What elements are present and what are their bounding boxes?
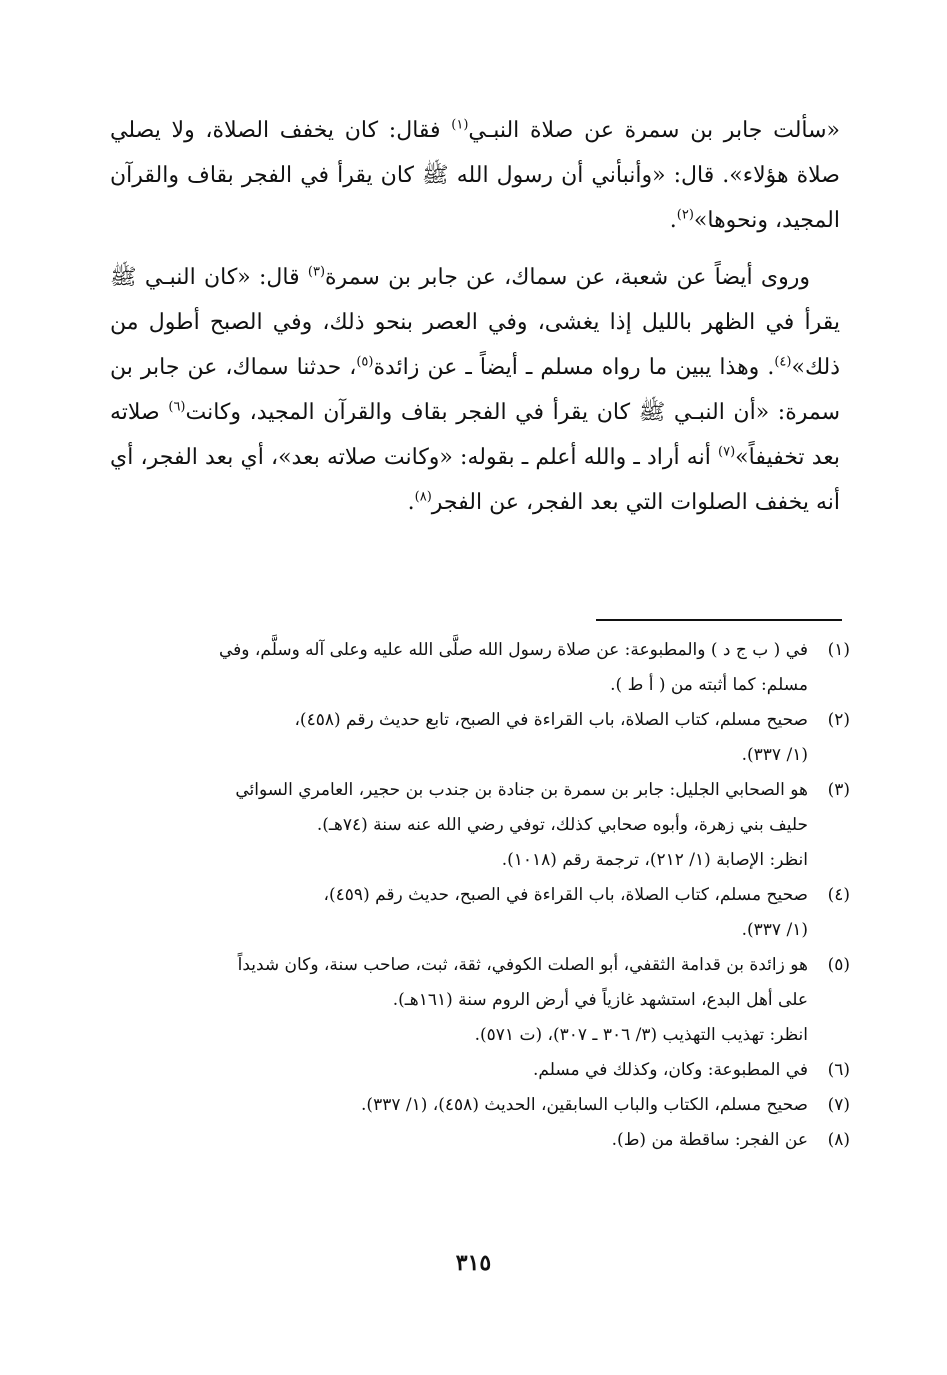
footnote-4 [110, 878, 850, 948]
main-text [110, 108, 840, 537]
footnote-2 [110, 703, 850, 773]
footnote-line: حليف بني زهرة، وأبوه صحابي كذلك، توفي رضي الله عنه سنة (٧٤هـ). [316, 815, 808, 835]
footnote-line: هو الصحابي الجليل: جابر بن سمرة بن جنادة بن جندب بن حجير، العامري السوائي [235, 780, 808, 800]
text-run: «سألت جابر بن سمرة عن صلاة النبـي [468, 118, 840, 143]
footnote-line: مسلم: كما أثبته من ( أ ط ). [610, 675, 808, 695]
footnote-number: (٣) [827, 780, 850, 800]
footnote-ref-6[interactable]: (٦) [168, 399, 186, 415]
footnote-5 [110, 948, 850, 1053]
footnote-line: انظر: الإصابة (١/ ٢١٢)، ترجمة رقم (١٠١٨). [501, 850, 808, 870]
footnote-number: (٥) [827, 955, 850, 975]
text-run: . [669, 208, 677, 233]
footnote-number: (٨) [827, 1130, 850, 1150]
footnote-text [110, 1053, 808, 1088]
footnote-text [110, 1123, 808, 1158]
footnote-number: (٢) [827, 710, 850, 730]
footnote-line: صحيح مسلم، كتاب الصلاة، باب القراءة في الصبح، تابع حديث رقم (٤٥٨)، [294, 710, 808, 730]
text-run: . [407, 490, 415, 515]
footnote-line: صحيح مسلم، الكتاب والباب السابقين، الحديث (٤٥٨)، (١/ ٣٣٧). [361, 1095, 808, 1115]
page-number: ٣١٥ [455, 1250, 492, 1276]
footnote-ref-4[interactable]: (٤) [774, 354, 792, 370]
text-run: وروى أيضاً عن شعبة، عن سماك، عن جابر بن سمرة [325, 265, 810, 290]
footnote-ref-5[interactable]: (٥) [356, 354, 374, 370]
text-run: ، حدثنا سماك، عن جابر بن سمرة: «أن النبـي ﷺ كان يقرأ في الفجر بقاف والقرآن المجيد، وكانت [110, 355, 841, 425]
footnote-separator [596, 619, 842, 621]
footnote-line: صحيح مسلم، كتاب الصلاة، باب القراءة في الصبح، حديث رقم (٤٥٩)، [323, 885, 808, 905]
footnote-ref-1[interactable]: (١) [451, 117, 469, 133]
footnote-number: (٦) [827, 1060, 850, 1080]
footnote-ref-3[interactable]: (٣) [307, 264, 326, 280]
text-run: صلاته بعد تخفيفاً» [110, 400, 840, 470]
footnote-7 [110, 1088, 850, 1123]
footnote-line: هو زائدة بن قدامة الثقفي، أبو الصلت الكوفي، ثقة، ثبت، صاحب سنة، وكان شديداً [237, 955, 808, 975]
text-run: أنه أراد ـ والله أعلم ـ بقوله: «وكانت صلاته بعد»، أي بعد الفجر، أي أنه يخفف الصلوات التي بعد الفجر، عن الفجر [110, 445, 840, 515]
footnote-text [110, 948, 808, 1053]
footnote-ref-2[interactable]: (٢) [676, 207, 694, 223]
text-run: فقال: كان يخفف الصلاة، ولا يصلي صلاة هؤلاء». قال: «وأنبأني أن رسول الله ﷺ كان يقرأ في الفجر بقاف والقرآن المجيد، ونحوها» [110, 118, 840, 233]
footnote-text [110, 1088, 808, 1123]
footnote-number: (١) [827, 640, 850, 660]
footnote-line: عن الفجر: ساقطة من (ط). [611, 1130, 808, 1150]
text-run: قال: «كان النبـي ﷺ يقرأ في الظهر بالليل إذا يغشى، وفي العصر بنحو ذلك، وفي الصبح أطول من ذلك» [110, 265, 840, 380]
footnote-text [110, 878, 808, 948]
footnote-line: في ( ب ج د ) والمطبوعة: عن صلاة رسول الله صلَّى الله عليه وعلى آله وسلَّم، وفي [218, 640, 808, 660]
paragraph-1 [110, 108, 840, 243]
footnote-6 [110, 1053, 850, 1088]
footnote-8 [110, 1123, 850, 1158]
footnote-number: (٤) [827, 885, 850, 905]
footnotes-section [110, 633, 850, 1158]
footnote-text [110, 633, 808, 703]
footnote-line: على أهل البدع، استشهد غازياً في أرض الروم سنة (١٦١هـ). [392, 990, 808, 1010]
footnote-line: (١/ ٣٣٧). [741, 745, 808, 765]
footnote-ref-8[interactable]: (٨) [414, 489, 432, 505]
footnote-ref-7[interactable]: (٧) [718, 444, 736, 460]
footnote-number: (٧) [827, 1095, 850, 1115]
footnote-line: انظر: تهذيب التهذيب (٣/ ٣٠٦ ـ ٣٠٧)، (ت ٥٧١). [474, 1025, 808, 1045]
text-run: . وهذا يبين ما رواه مسلم ـ أيضاً ـ عن زائدة [373, 355, 775, 380]
footnote-line: في المطبوعة: وكان، وكذلك في مسلم. [533, 1060, 808, 1080]
footnote-line: (١/ ٣٣٧). [741, 920, 808, 940]
footnote-1 [110, 633, 850, 703]
footnote-text [110, 703, 808, 773]
footnote-3 [110, 773, 850, 878]
paragraph-2 [110, 255, 840, 525]
footnote-text [110, 773, 808, 878]
